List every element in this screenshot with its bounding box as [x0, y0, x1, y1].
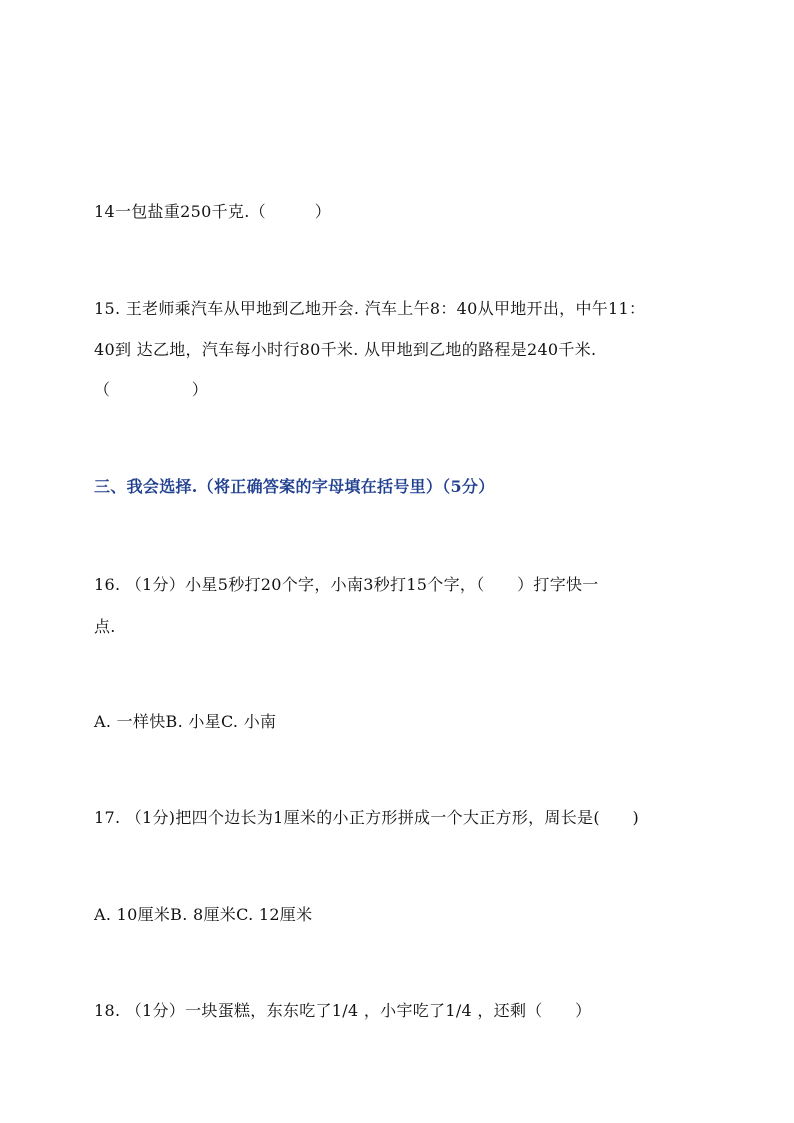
- question-16-line-1: 16. （1分）小星5秒打20个字，小南3秒打15个字，（ ）打字快一: [94, 575, 599, 594]
- question-14: 14一包盐重250千克.（ ）: [94, 202, 332, 221]
- question-15-answer-blank: （ ）: [94, 380, 209, 399]
- question-15-line-1: 15. 王老师乘汽车从甲地到乙地开会. 汽车上午8：40从甲地开出，中午11：: [94, 299, 646, 318]
- question-18: 18. （1分）一块蛋糕，东东吃了1/4 ，小宇吃了1/4 ，还剩（ ）: [94, 1001, 592, 1020]
- question-15-line-2: 40到 达乙地，汽车每小时行80千米. 从甲地到乙地的路程是240千米.: [94, 340, 597, 359]
- question-16-options: A. 一样快B. 小星C. 小南: [94, 712, 277, 731]
- question-17-options: A. 10厘米B. 8厘米C. 12厘米: [94, 905, 313, 924]
- question-16-line-2: 点.: [94, 617, 116, 636]
- section-3-heading: 三、我会选择.（将正确答案的字母填在括号里）（5分）: [94, 477, 495, 496]
- question-17: 17. （1分)把四个边长为1厘米的小正方形拼成一个大正方形，周长是( ): [94, 808, 640, 827]
